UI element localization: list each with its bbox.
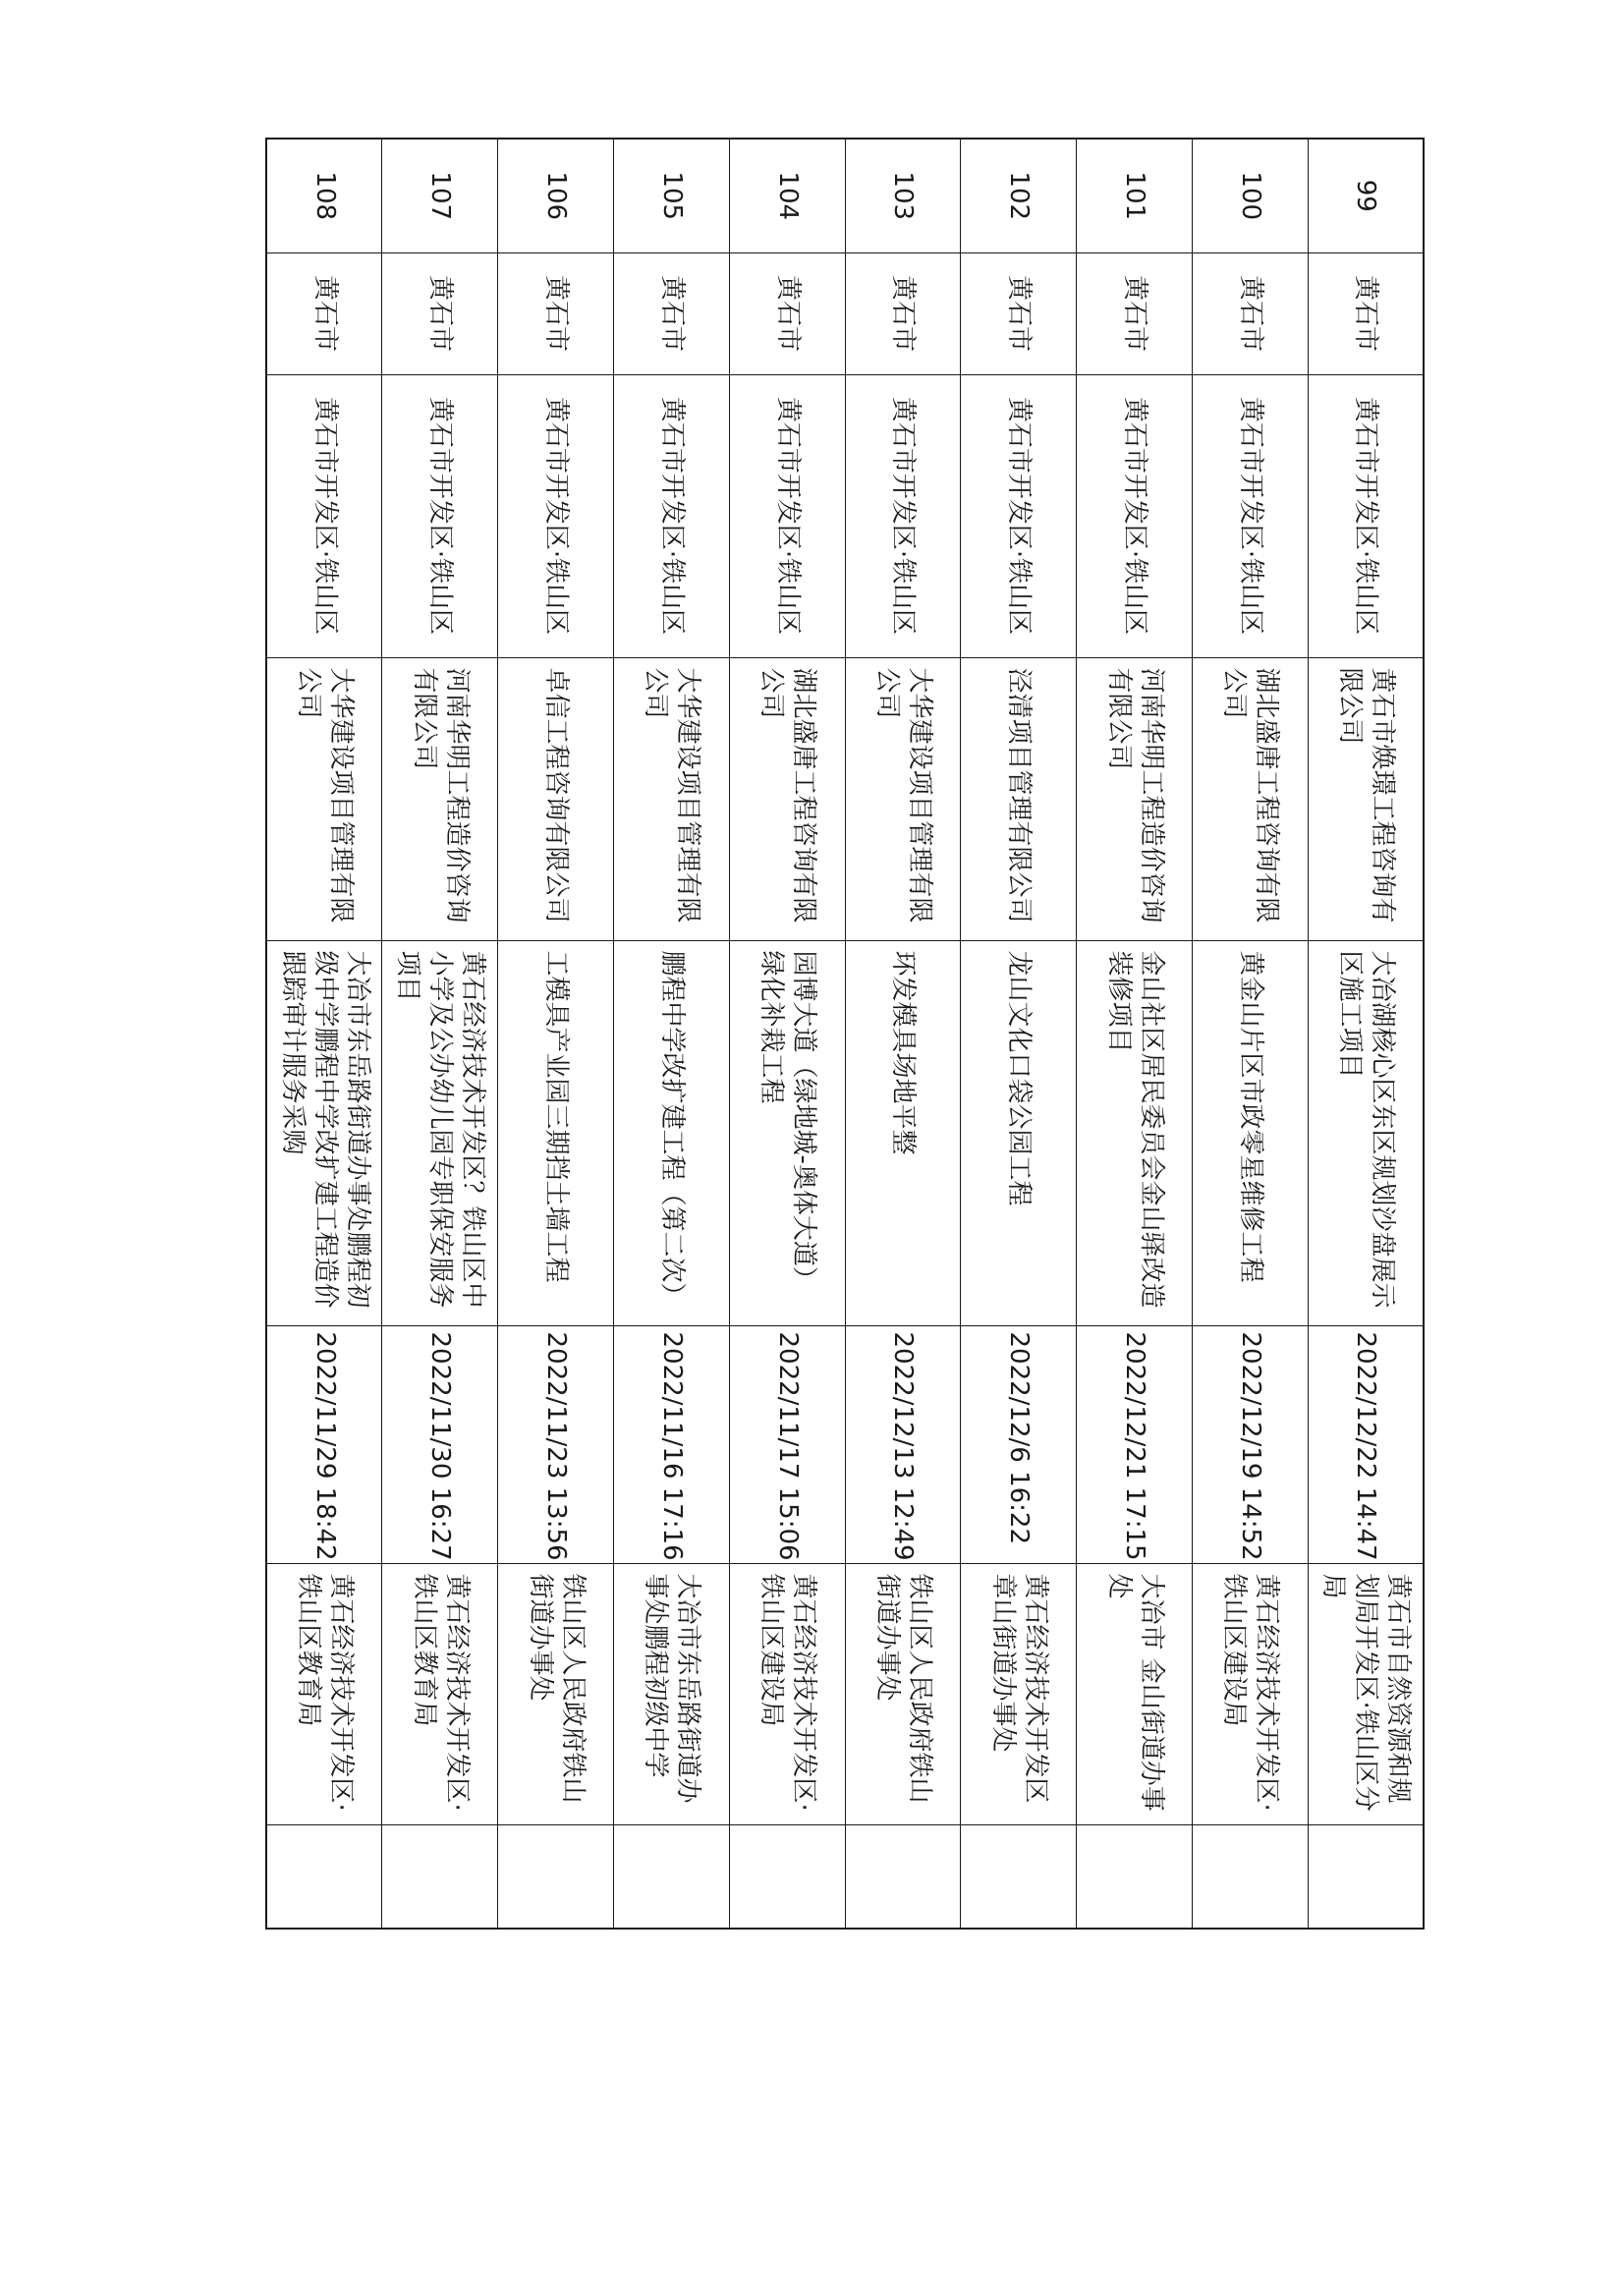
project-cell: 工模具产业园三期挡土墙工程: [498, 940, 614, 1325]
note-cell: [613, 1824, 729, 1929]
note-cell: [382, 1824, 498, 1929]
project-table: [265, 138, 1425, 1930]
district-cell: 黄石市开发区·铁山区: [961, 374, 1077, 657]
project-cell: 黄石经济技术开发区？铁山区中小学及公办幼儿园专职保安服务项目: [382, 940, 498, 1325]
table-row: [613, 139, 729, 1929]
city-cell: 黄石市: [845, 252, 961, 374]
district-cell: 黄石市开发区·铁山区: [613, 374, 729, 657]
table-row: [845, 139, 961, 1929]
row-number: 100: [1192, 139, 1308, 252]
note-cell: [845, 1824, 961, 1929]
row-number: 99: [1308, 139, 1424, 252]
district-cell: 黄石市开发区·铁山区: [845, 374, 961, 657]
owner-cell: 黄石经济技术开发区·铁山区建设局: [1192, 1563, 1308, 1824]
project-cell: 鹏程中学改扩建工程（第二次）: [613, 940, 729, 1325]
owner-cell: 铁山区人民政府铁山街道办事处: [845, 1563, 961, 1824]
rotated-table-page: [267, 138, 1425, 1812]
owner-cell: 铁山区人民政府铁山街道办事处: [498, 1563, 614, 1824]
time-cell: 2022/12/19 14:52: [1192, 1325, 1308, 1563]
city-cell: 黄石市: [498, 252, 614, 374]
note-cell: [1077, 1824, 1193, 1929]
note-cell: [1192, 1824, 1308, 1929]
district-cell: 黄石市开发区·铁山区: [1077, 374, 1193, 657]
row-number: 101: [1077, 139, 1193, 252]
time-cell: 2022/12/22 14:47: [1308, 1325, 1424, 1563]
note-cell: [498, 1824, 614, 1929]
company-cell: 泾清项目管理有限公司: [961, 657, 1077, 940]
city-cell: 黄石市: [1192, 252, 1308, 374]
company-cell: 河南华明工程造价咨询有限公司: [382, 657, 498, 940]
note-cell: [729, 1824, 845, 1929]
row-number: 106: [498, 139, 614, 252]
owner-cell: 大冶市东岳路街道办事处鹏程初级中学: [613, 1563, 729, 1824]
owner-cell: 黄石经济技术开发区·铁山区建设局: [729, 1563, 845, 1824]
note-cell: [961, 1824, 1077, 1929]
district-cell: 黄石市开发区·铁山区: [729, 374, 845, 657]
company-cell: 大华建设项目管理有限公司: [266, 657, 382, 940]
table-row: [961, 139, 1077, 1929]
company-cell: 河南华明工程造价咨询有限公司: [1077, 657, 1193, 940]
time-cell: 2022/12/21 17:15: [1077, 1325, 1193, 1563]
time-cell: 2022/11/17 15:06: [729, 1325, 845, 1563]
table-row: [1192, 139, 1308, 1929]
time-cell: 2022/12/6 16:22: [961, 1325, 1077, 1563]
city-cell: 黄石市: [729, 252, 845, 374]
district-cell: 黄石市开发区·铁山区: [1308, 374, 1424, 657]
time-cell: 2022/11/29 18:42: [266, 1325, 382, 1563]
note-cell: [1308, 1824, 1424, 1929]
row-number: 107: [382, 139, 498, 252]
owner-cell: 黄石经济技术开发区 章山街道办事处: [961, 1563, 1077, 1824]
time-cell: 2022/11/16 17:16: [613, 1325, 729, 1563]
city-cell: 黄石市: [1308, 252, 1424, 374]
project-cell: 大冶湖核心区东区规划沙盘展示区施工项目: [1308, 940, 1424, 1325]
table-row: [266, 139, 382, 1929]
city-cell: 黄石市: [1077, 252, 1193, 374]
time-cell: 2022/11/23 13:56: [498, 1325, 614, 1563]
project-cell: 园博大道（绿地城-奥体大道）绿化补栽工程: [729, 940, 845, 1325]
table-row: [1308, 139, 1424, 1929]
city-cell: 黄石市: [382, 252, 498, 374]
time-cell: 2022/11/30 16:27: [382, 1325, 498, 1563]
row-number: 108: [266, 139, 382, 252]
owner-cell: 黄石经济技术开发区·铁山区教育局: [266, 1563, 382, 1824]
company-cell: 卓信工程咨询有限公司: [498, 657, 614, 940]
row-number: 105: [613, 139, 729, 252]
district-cell: 黄石市开发区·铁山区: [382, 374, 498, 657]
owner-cell: 黄石经济技术开发区·铁山区教育局: [382, 1563, 498, 1824]
district-cell: 黄石市开发区·铁山区: [498, 374, 614, 657]
city-cell: 黄石市: [613, 252, 729, 374]
table-row: [382, 139, 498, 1929]
district-cell: 黄石市开发区·铁山区: [266, 374, 382, 657]
city-cell: 黄石市: [961, 252, 1077, 374]
table-row: [729, 139, 845, 1929]
table-row: [498, 139, 614, 1929]
row-number: 103: [845, 139, 961, 252]
city-cell: 黄石市: [266, 252, 382, 374]
company-cell: 湖北盛唐工程咨询有限公司: [729, 657, 845, 940]
note-cell: [266, 1824, 382, 1929]
company-cell: 黄石市焕璟工程咨询有限公司: [1308, 657, 1424, 940]
owner-cell: 大冶市 金山街道办事处: [1077, 1563, 1193, 1824]
owner-cell: 黄石市自然资源和规划局开发区·铁山区分局: [1308, 1563, 1424, 1824]
project-cell: 黄金山片区市政零星维修工程: [1192, 940, 1308, 1325]
company-cell: 湖北盛唐工程咨询有限公司: [1192, 657, 1308, 940]
project-cell: 金山社区居民委员会金山驿改造装修项目: [1077, 940, 1193, 1325]
company-cell: 大华建设项目管理有限公司: [845, 657, 961, 940]
row-number: 104: [729, 139, 845, 252]
project-cell: 环发模具场地平整: [845, 940, 961, 1325]
district-cell: 黄石市开发区·铁山区: [1192, 374, 1308, 657]
company-cell: 大华建设项目管理有限公司: [613, 657, 729, 940]
project-cell: 龙山文化口袋公园工程: [961, 940, 1077, 1325]
time-cell: 2022/12/13 12:49: [845, 1325, 961, 1563]
table-row: [1077, 139, 1193, 1929]
row-number: 102: [961, 139, 1077, 252]
project-cell: 大冶市东岳路街道办事处鹏程初级中学鹏程中学改扩建工程造价跟踪审计服务采购: [266, 940, 382, 1325]
